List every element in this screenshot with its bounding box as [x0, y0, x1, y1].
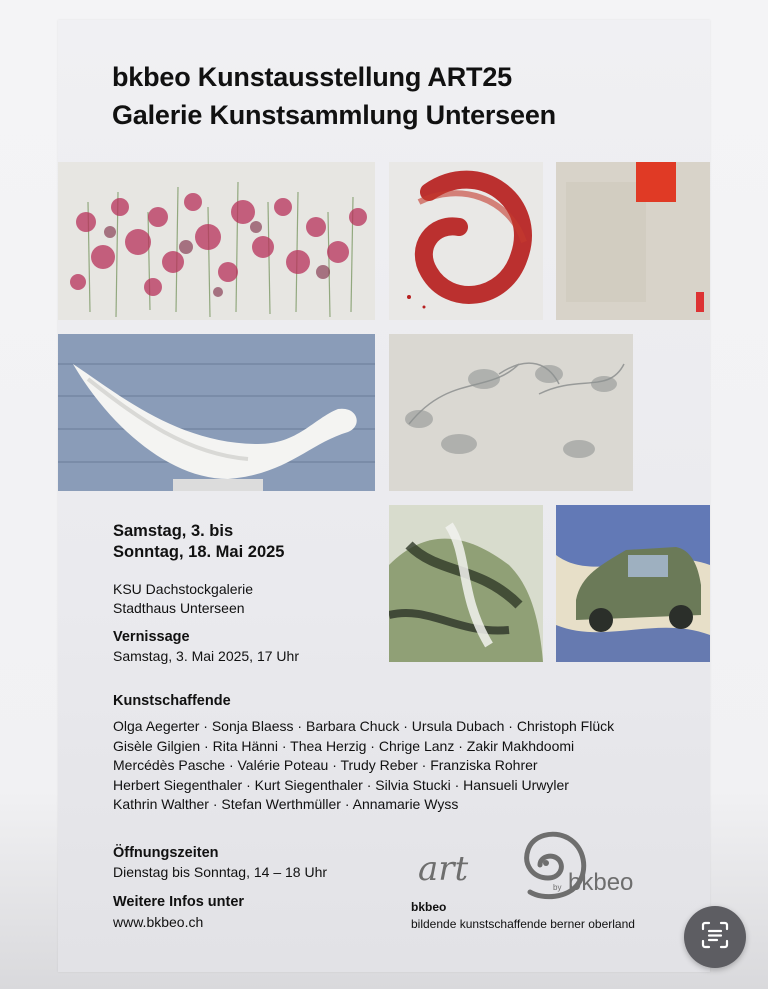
poster-title-line2: Galerie Kunstsammlung Unterseen: [112, 100, 556, 130]
poster-title-line1: bkbeo Kunstausstellung ART25: [112, 62, 512, 92]
artwork-flowers: [58, 162, 375, 320]
bkbeo-art-logo: [413, 820, 663, 905]
artists-list: [113, 717, 614, 815]
dates-line1: Samstag, 3. bis: [113, 522, 234, 540]
artists-line: Mercédès Pasche · Valérie Poteau · Trudy Reber · Franziska Rohrer: [113, 757, 538, 773]
artwork-green-abstract: [389, 505, 543, 662]
exhibition-poster: [58, 20, 710, 972]
website-link[interactable]: www.bkbeo.ch: [113, 914, 204, 930]
more-info-heading: Weitere Infos unter: [113, 894, 245, 910]
org-full-name: bildende kunstschaffende berner oberland: [411, 917, 635, 931]
artists-heading: Kunstschaffende: [113, 693, 231, 709]
artwork-vintage-car: [556, 505, 710, 662]
opening-hours-text: Dienstag bis Sonntag, 14 – 18 Uhr: [113, 864, 328, 880]
vernissage-heading: Vernissage: [113, 629, 190, 645]
logo-brand-text: bkbeo: [568, 869, 634, 896]
org-name: bkbeo: [411, 900, 447, 914]
artists-line: Herbert Siegenthaler · Kurt Siegenthaler · Silvia Stucki · Hansueli Urwyler: [113, 776, 569, 793]
artists-line: Olga Aegerter · Sonja Blaess · Barbara Chuck · Ursula Dubach · Christoph Flück: [113, 718, 615, 734]
venue-line1: KSU Dachstockgalerie: [113, 581, 254, 597]
artwork-beige-abstract: [556, 162, 710, 320]
logo-by-text: by: [553, 883, 562, 892]
artists-line: Kathrin Walther · Stefan Werthmüller · Annamarie Wyss: [113, 796, 459, 812]
venue-line2: Stadthaus Unterseen: [113, 600, 245, 616]
artwork-gray-leaves: [389, 334, 633, 491]
logo-art-text: art: [418, 849, 469, 889]
document-scan-button[interactable]: [684, 906, 746, 968]
artwork-white-sculpture: [58, 334, 375, 491]
artwork-red-circle: [389, 162, 543, 320]
artists-line: Gisèle Gilgien · Rita Hänni · Thea Herzig · Chrige Lanz · Zakir Makhdoomi: [113, 737, 575, 754]
dates-line2: Sonntag, 18. Mai 2025: [113, 543, 285, 561]
opening-hours-heading: Öffnungszeiten: [113, 845, 219, 861]
vernissage-text: Samstag, 3. Mai 2025, 17 Uhr: [113, 648, 299, 664]
document-scan-icon: [700, 920, 730, 955]
